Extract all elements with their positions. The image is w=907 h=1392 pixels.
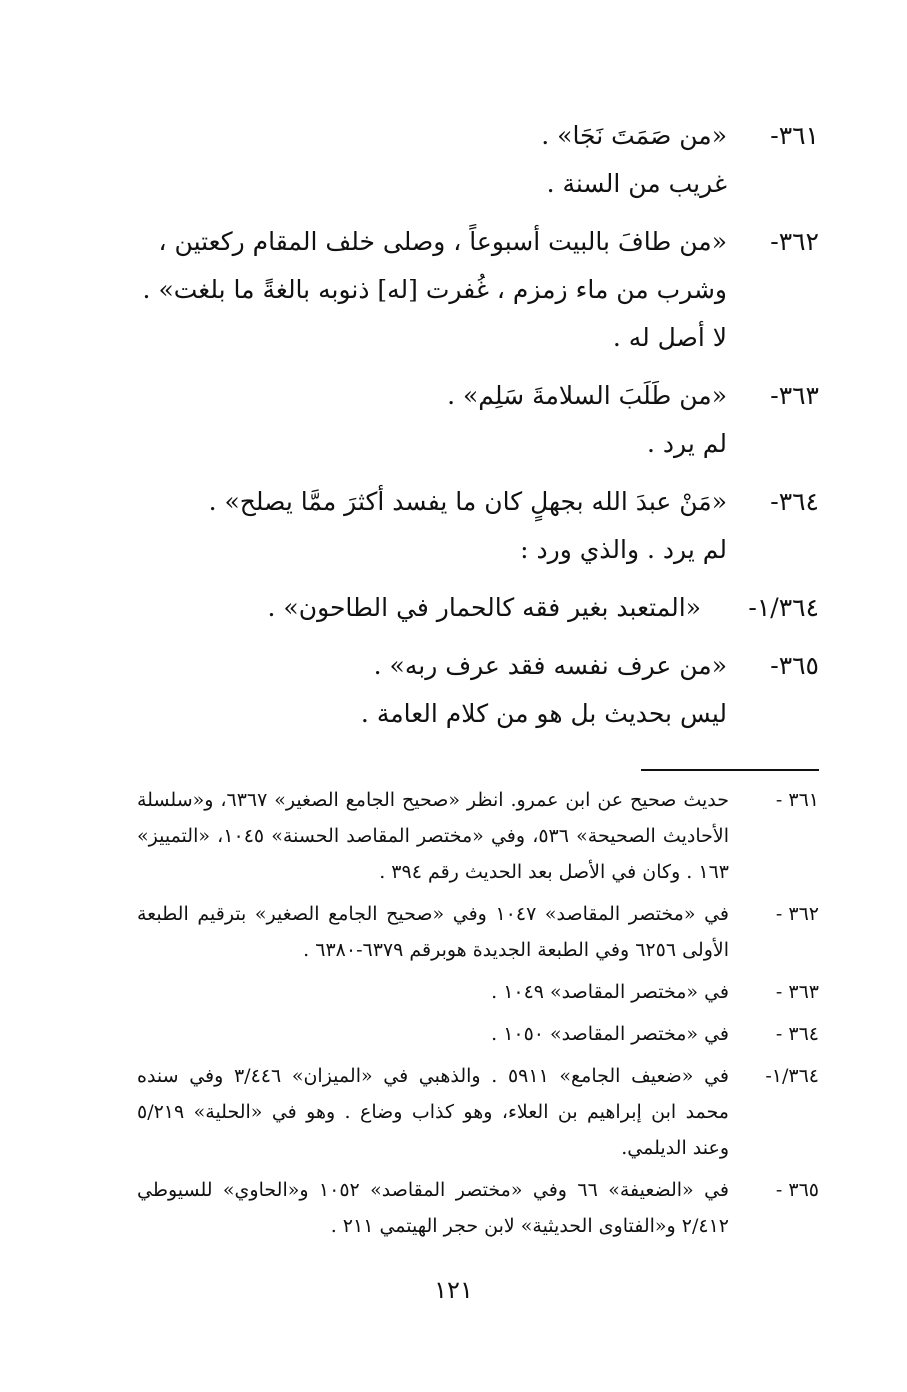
footnote-363 <box>137 974 819 1010</box>
entry-number: ٣٦١- <box>770 121 819 150</box>
hadith-entry-362 <box>137 218 819 362</box>
footnote-separator <box>641 769 819 771</box>
hadith-entry-361 <box>137 112 819 208</box>
main-text <box>137 112 819 748</box>
footnote-text: في «الضعيفة» ٦٦ وفي «مختصر المقاصد» ١٠٥٢ و«الحاوي» للسيوطي ٢/٤١٢ و«الفتاوى الحديثية» لابن حجر الهيتمي ٢١١ . <box>137 1179 729 1237</box>
footnote-364 <box>137 1016 819 1052</box>
hadith-entry-365 <box>137 642 819 738</box>
entry-number: ٣٦٣- <box>770 381 819 410</box>
hadith-text: «المتعبد بغير فقه كالحمار في الطاحون» . <box>267 593 701 622</box>
hadith-text: «من طافَ بالبيت أسبوعاً ، وصلى خلف المقام ركعتين ، وشرب من ماء زمزم ، غُفرت [له] ذنوبه بالغةً ما بلغت» . <box>142 227 727 304</box>
footnote-number: ٣٦٣ - <box>775 981 819 1003</box>
entry-number: ٣٦٥- <box>770 651 819 680</box>
hadith-entry-364-1 <box>137 584 819 632</box>
page-number: ١٢١ <box>434 1276 473 1304</box>
hadith-verdict: غريب من السنة . <box>546 169 727 198</box>
footnote-number: ١/٣٦٤- <box>765 1065 819 1087</box>
hadith-verdict: ليس بحديث بل هو من كلام العامة . <box>360 699 727 728</box>
footnote-364-1 <box>137 1058 819 1166</box>
hadith-verdict: لم يرد . <box>647 429 727 458</box>
footnote-text: في «مختصر المقاصد» ١٠٤٧ وفي «صحيح الجامع الصغير» بترقيم الطبعة الأولى ٦٢٥٦ وفي الطبعة الجديدة هوبرقم ٦٣٧٩-٦٣٨٠ . <box>137 903 729 961</box>
footnote-362 <box>137 896 819 968</box>
hadith-entry-364 <box>137 478 819 574</box>
footnote-text: حديث صحيح عن ابن عمرو. انظر «صحيح الجامع الصغير» ٦٣٦٧، و«سلسلة الأحاديث الصحيحة» ٥٣٦، وفي «مختصر المقاصد الحسنة» ١٠٤٥، «التمييز» ١٦٣ . وكان في الأصل بعد الحديث رقم ٣٩٤ . <box>137 789 730 883</box>
footnote-361 <box>137 782 819 890</box>
footnote-text: في «مختصر المقاصد» ١٠٥٠ . <box>491 1023 729 1045</box>
footnote-number: ٣٦٤ - <box>775 1023 819 1045</box>
footnotes <box>137 782 819 1250</box>
footnote-number: ٣٦٢ - <box>775 903 819 925</box>
footnote-365 <box>137 1172 819 1244</box>
hadith-text: «مَنْ عبدَ الله بجهلٍ كان ما يفسد أكثرَ ممَّا يصلح» . <box>208 487 727 516</box>
hadith-verdict: لا أصل له . <box>612 323 727 352</box>
hadith-verdict: لم يرد . والذي ورد : <box>520 535 727 564</box>
footnote-number: ٣٦١ - <box>775 789 819 811</box>
footnote-text: في «ضعيف الجامع» ٥٩١١ . والذهبي في «الميزان» ٣/٤٤٦ وفي سنده محمد ابن إبراهيم بن العلاء، وهو كذاب وضاع . وهو في «الحلية» ٥/٢١٩ وعند الديلمي. <box>137 1065 729 1159</box>
entry-number: ٣٦٢- <box>770 227 819 256</box>
hadith-text: «من عرف نفسه فقد عرف ربه» . <box>373 651 727 680</box>
footnote-text: في «مختصر المقاصد» ١٠٤٩ . <box>491 981 729 1003</box>
footnote-number: ٣٦٥ - <box>775 1179 819 1201</box>
entry-number: ١/٣٦٤- <box>748 593 819 622</box>
hadith-text: «من صَمَتَ نَجَا» . <box>541 121 727 150</box>
hadith-text: «من طَلَبَ السلامةَ سَلِم» . <box>447 381 727 410</box>
entry-number: ٣٦٤- <box>770 487 819 516</box>
hadith-entry-363 <box>137 372 819 468</box>
